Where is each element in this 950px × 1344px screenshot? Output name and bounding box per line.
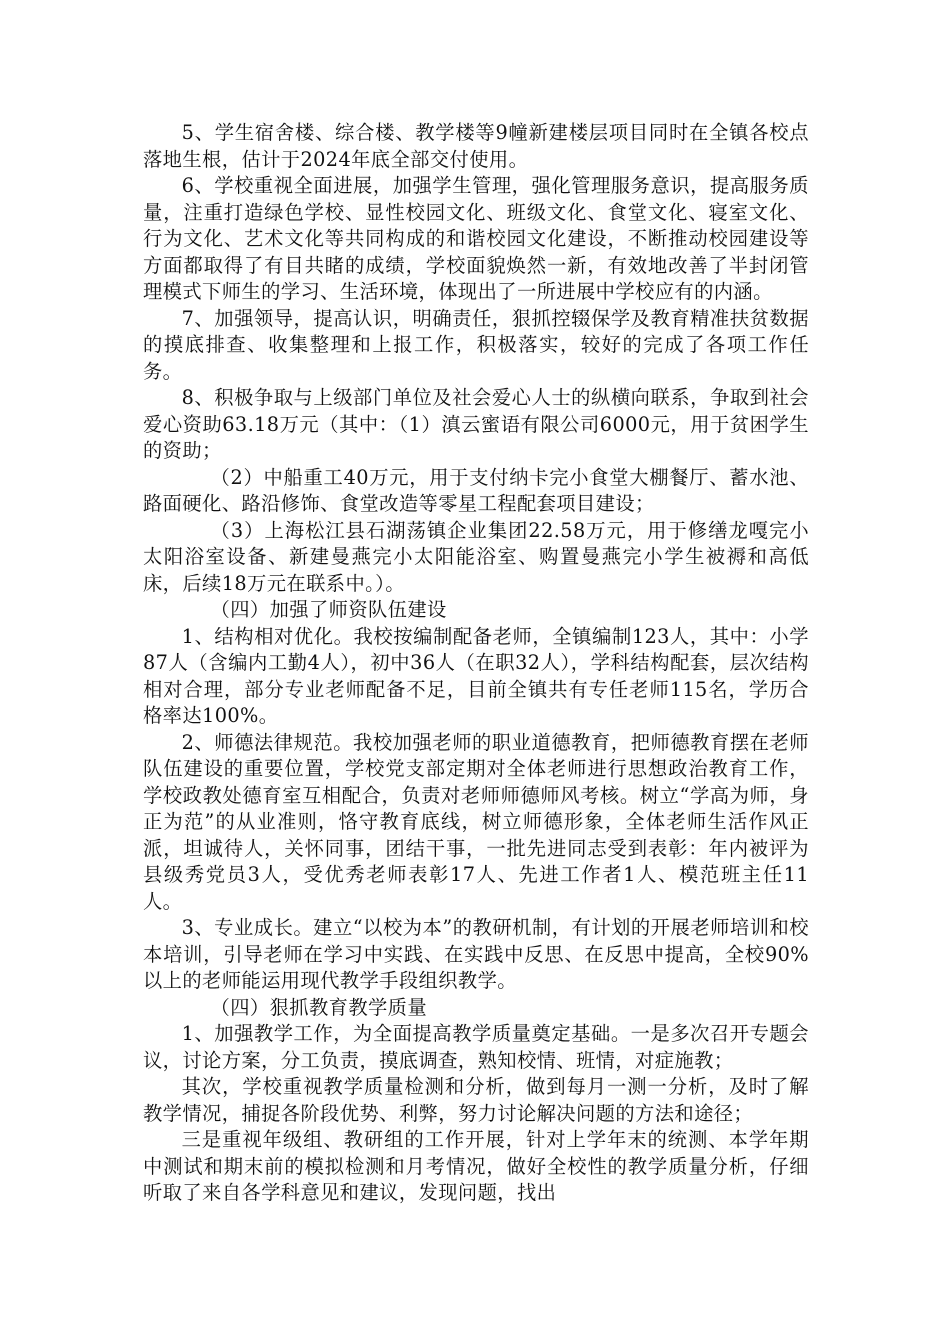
- paragraph-structure: 1、结构相对优化。我校按编制配备老师，全镇编制123人，其中：小学87人（含编内工勤4人），初中36人（在职32人），学科结构配套，层次结构相对合理，部分专业老师配备不足，目前全镇共有专任老师115名，学历合格率达100%。: [143, 624, 809, 727]
- section-heading-quality: （四）狠抓教育教学质量: [210, 995, 428, 1019]
- paragraph-item8: 8、积极争取与上级部门单位及社会爱心人士的纵横向联系，争取到社会爱心资助63.18万元（其中：（1）滇云蜜语有限公司6000元，用于贫困学生的资助；: [143, 386, 809, 462]
- paragraph-teaching-1: 1、加强教学工作，为全面提高教学质量奠定基础。一是多次召开专题会议，讨论方案，分工负责，摸底调查，熟知校情、班情，对症施教；: [143, 1022, 809, 1072]
- paragraph-donation-2: （2）中船重工40万元，用于支付纳卡完小食堂大棚餐厅、蓄水池、路面硬化、路沿修饰、食堂改造等零星工程配套项目建设；: [143, 465, 809, 515]
- paragraph-teaching-2: 其次，学校重视教学质量检测和分析，做到每月一测一分析，及时了解教学情况，捕捉各阶段优势、利弊，努力讨论解决问题的方法和途径；: [143, 1075, 809, 1125]
- paragraph-item6: 6、学校重视全面进展，加强学生管理，强化管理服务意识，提高服务质量，注重打造绿色学校、显性校园文化、班级文化、食堂文化、寝室文化、行为文化、艺术文化等共同构成的和谐校园文化建设，不断推动校园建设等方面都取得了有目共睹的成绩，学校面貌焕然一新，有效地改善了半封闭管理模式下师生的学习、生活环境，体现出了一所进展中学校应有的内涵。: [143, 174, 809, 303]
- paragraph-item5: 5、学生宿舍楼、综合楼、教学楼等9幢新建楼层项目同时在全镇各校点落地生根，估计于2024年底全部交付使用。: [143, 121, 809, 171]
- document-page: [143, 120, 809, 1207]
- section-heading-teachers: （四）加强了师资队伍建设: [210, 598, 447, 621]
- paragraph-ethics: 2、师德法律规范。我校加强老师的职业道德教育，把师德教育摆在老师队伍建设的重要位置，学校党支部定期对全体老师进行思想政治教育工作，学校政教处德育室互相配合，负责对老师师德师风考核。树立“学高为师，身正为范”的从业准则，恪守教育底线，树立师德形象，全体老师生活作风正派，坦诚待人，关怀同事，团结干事，一批先进同志受到表彰：年内被评为县级秀党员3人，受优秀老师表彰17人、先进工作者1人、模范班主任11人。: [143, 730, 809, 913]
- paragraph-item7: 7、加强领导，提高认识，明确责任，狠抓控辍保学及教育精准扶贫数据的摸底排查、收集整理和上报工作，积极落实，较好的完成了各项工作任务。: [143, 306, 809, 383]
- paragraph-teaching-3: 三是重视年级组、教研组的工作开展，针对上学年末的统测、本学年期中测试和期末前的模拟检测和月考情况，做好全校性的教学质量分析，仔细听取了来自各学科意见和建议，发现问题，找出: [143, 1128, 809, 1204]
- paragraph-donation-3: （3）上海松江县石湖荡镇企业集团22.58万元，用于修缮龙嘎完小太阳浴室设备、新建曼燕完小太阳能浴室、购置曼燕完小学生被褥和高低床，后续18万元在联系中。）。: [143, 518, 809, 595]
- paragraph-growth: 3、专业成长。建立“以校为本”的教研机制，有计划的开展老师培训和校本培训，引导老师在学习中实践、在实践中反思、在反思中提高，全校90%以上的老师能运用现代教学手段组织教学。: [143, 916, 809, 992]
